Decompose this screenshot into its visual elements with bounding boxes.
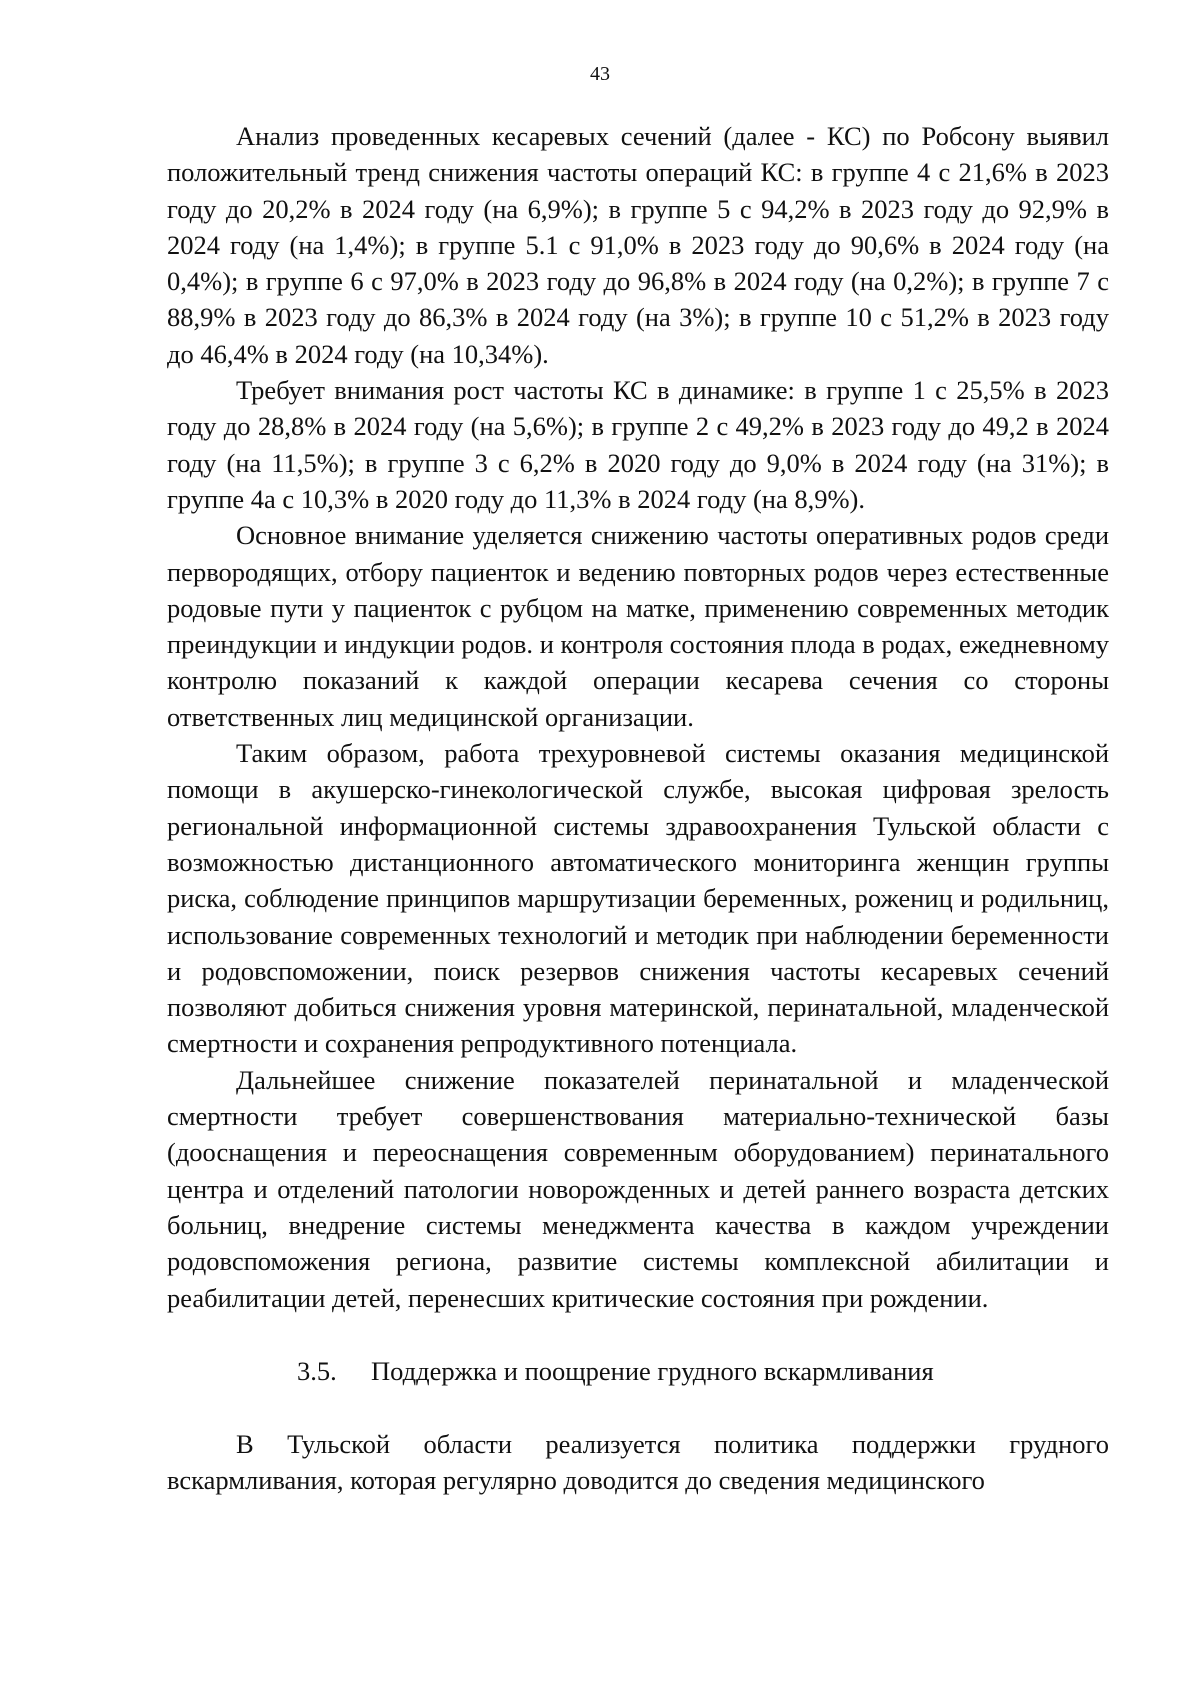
section-heading bbox=[167, 1353, 1109, 1389]
paragraph-breastfeeding-policy: В Тульской области реализуется политика поддержки грудного вскармливания, которая регулярно доводится до сведения медицинского bbox=[167, 1428, 1109, 1496]
paragraph-main-attention: Основное внимание уделяется снижению частоты оперативных родов среди первородящих, отбору пациенток и ведению повторных родов через естественные родовые пути у пациенток с рубцом на матке, применению современных методик преиндукции и индукции родов. и контроля состояния плода в родах, ежедневному контролю показаний к каждой операции кесарева сечения со стороны ответственных лиц медицинской организации. bbox=[167, 520, 1109, 732]
paragraph-conclusion: Таким образом, работа трехуровневой системы оказания медицинской помощи в акушерско-гинекологической службе, высокая цифровая зрелость региональной информационной системы здравоохранения Тульской области с возможностью дистанционного автоматического мониторинга женщин группы риска, соблюдение принципов маршрутизации беременных, рожениц и родильниц, использование современных технологий и методик при наблюдении беременности и родовспоможении, поиск резервов снижения частоты кесаревых сечений позволяют добиться снижения уровня материнской, перинатальной, младенческой смертности и сохранения репродуктивного потенциала. bbox=[167, 738, 1109, 1059]
paragraph-cs-growth: Требует внимания рост частоты КС в динамике: в группе 1 с 25,5% в 2023 году до 28,8% в 2024 году (на 5,6%); в группе 2 с 49,2% в 2023 году до 49,2 в 2024 году (на 11,5%); в группе 3 с 6,2% в 2020 году до 9,0% в 2024 году (на 31%); в группе 4а с 10,3% в 2020 году до 11,3% в 2024 году (на 8,9%). bbox=[167, 375, 1109, 514]
paragraph-robson-analysis: Анализ проведенных кесаревых сечений (далее - КС) по Робсону выявил положительный тренд снижения частоты операций КС: в группе 4 с 21,6% в 2023 году до 20,2% в 2024 году (на 6,9%); в группе 5 с 94,2% в 2023 году до 92,9% в 2024 году (на 1,4%); в группе 5.1 с 91,0% в 2023 году до 90,6% в 2024 году (на 0,4%); в группе 6 с 97,0% в 2023 году до 96,8% в 2024 году (на 0,2%); в группе 7 с 88,9% в 2023 году до 86,3% в 2024 году (на 3%); в группе 10 с 51,2% в 2023 году до 46,4% в 2024 году (на 10,34%). bbox=[167, 121, 1109, 369]
paragraph-further-reduction: Дальнейшее снижение показателей перинатальной и младенческой смертности требует совершенствования материально-технической базы (дооснащения и переоснащения современным оборудованием) перинатального центра и отделений патологии новорожденных и детей раннего возраста детских больниц, внедрение системы менеджмента качества в каждом учреждении родовспоможения региона, развитие системы комплексной абилитации и реабилитации детей, перенесших критические состояния при рождении. bbox=[167, 1064, 1109, 1313]
section-number: 3.5. bbox=[297, 1355, 337, 1386]
page-number: 43 bbox=[590, 63, 610, 85]
body-text bbox=[167, 118, 1109, 1498]
section-title: Поддержка и поощрение грудного вскармливания bbox=[371, 1355, 934, 1386]
